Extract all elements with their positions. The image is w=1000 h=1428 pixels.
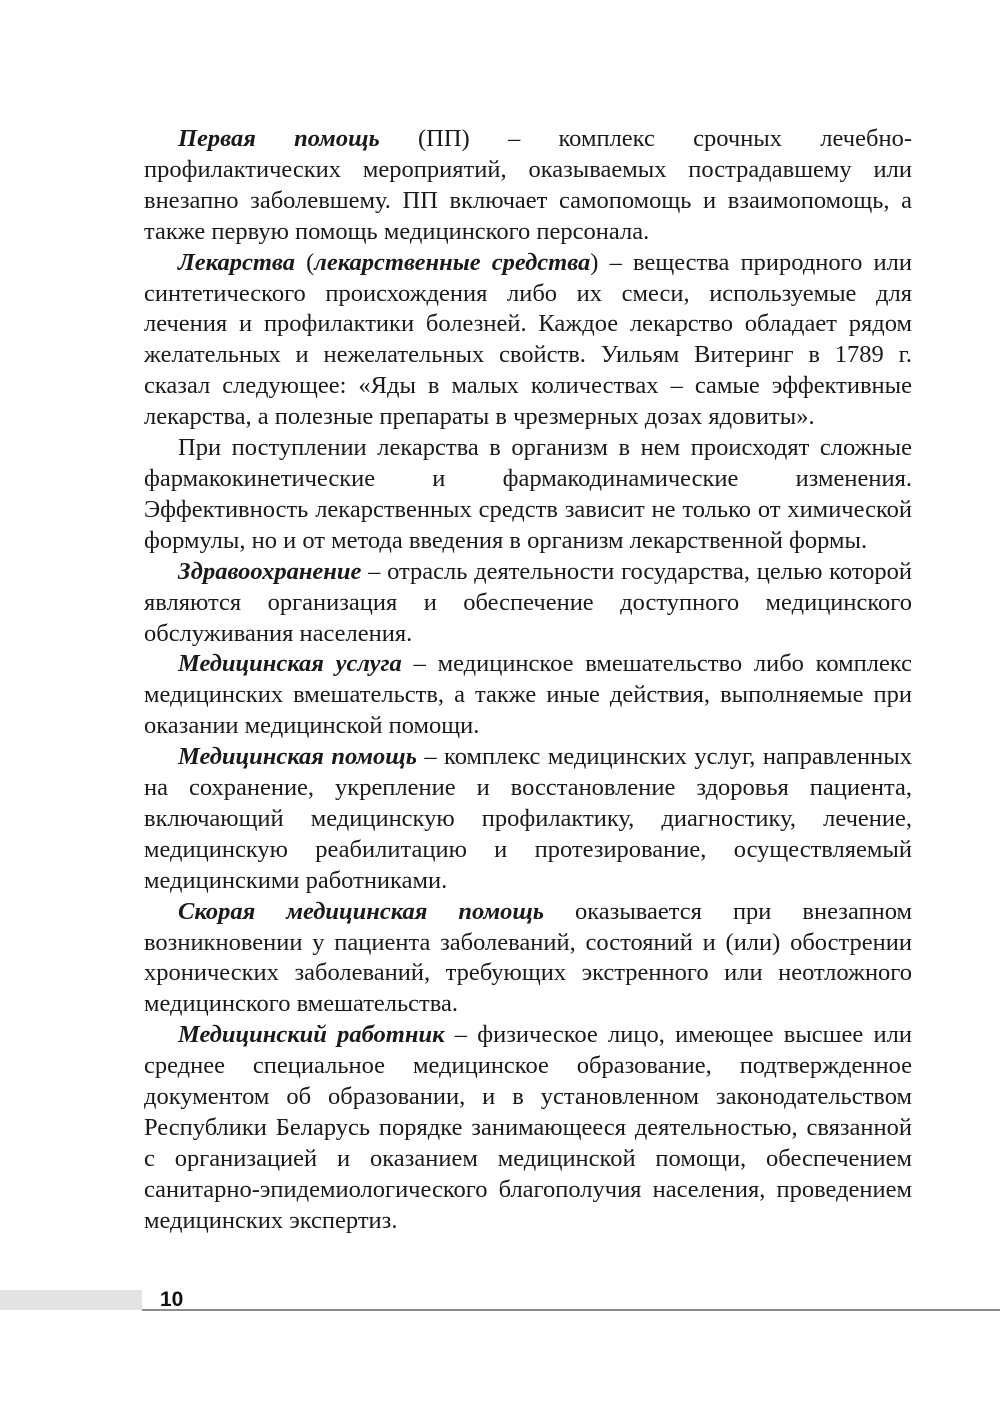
- paragraph-first-aid: [144, 124, 912, 248]
- footer-rule: [142, 1309, 1000, 1311]
- term-emergency-care: Скорая медицинская помощь: [178, 897, 545, 925]
- page-footer: [0, 1290, 1000, 1314]
- definition-medical-service: – медицинское вмешательство либо комплекс медицинских вмешательств, а также иные действия, выполняемые при оказании медицинской помощи.: [144, 650, 912, 740]
- page-number: 10: [160, 1288, 184, 1311]
- definition-medicines: ) – вещества природного или синтетического происхождения либо их смеси, используемые для лечения и профилактики болезней. Каждое лекарство обладает рядом желательных и нежелательных свойств. Уильям Витеринг в 1789 г. сказал следующее: «Яды в малых количествах – самые эффективные лекарства, а полезные препараты в чрезмерных дозах ядовиты».: [144, 248, 912, 431]
- term-healthcare: Здравоохранение: [178, 557, 362, 585]
- term-medicinal-products: лекарственные средства: [314, 248, 591, 276]
- term-medicines: Лекарства: [178, 248, 295, 276]
- page-body: [144, 124, 912, 1237]
- definition-healthcare: – отрасль деятельности государства, целью которой являются организация и обеспечение доступного медицинского обслуживания населения.: [144, 557, 912, 647]
- definition-first-aid: (ПП) – комплекс срочных лечебно-профилактических мероприятий, оказываемых пострадавшему или внезапно заболевшему. ПП включает самопомощь и взаимопомощь, а также первую помощь медицинского персонала.: [144, 125, 912, 245]
- definition-emergency-care: оказывается при внезапном возникновении у пациента заболеваний, состояний и (или) обострении хронических заболеваний, требующих экстренного или неотложного медицинского вмешательства.: [144, 897, 912, 1018]
- medicines-open-paren: (: [294, 248, 315, 276]
- paragraph-medical-worker: [144, 1020, 912, 1236]
- term-medical-worker: Медицинский работник: [178, 1021, 445, 1049]
- term-first-aid: Первая помощь: [178, 125, 380, 152]
- paragraph-medicines: [144, 248, 912, 433]
- paragraph-medical-service: [144, 649, 912, 742]
- term-medical-service: Медицинская услуга: [178, 650, 402, 678]
- paragraph-pharmacokinetics: [144, 433, 912, 557]
- definition-medical-worker: – физическое лицо, имеющее высшее или среднее специальное медицинское образование, подтвержденное документом об образовании, и в установленном законодательством Республики Беларусь порядке занимающееся деятельностью, связанной с организацией и оказанием медицинской помощи, обеспечением санитарно-эпидемиологического благополучия населения, проведением медицинских экспертиз.: [144, 1021, 912, 1234]
- footer-shade-bar: [0, 1290, 142, 1310]
- term-medical-care: Медицинская помощь: [178, 743, 417, 771]
- paragraph-emergency-care: [144, 897, 912, 1021]
- paragraph-healthcare: [144, 557, 912, 650]
- pharmacokinetics-text: При поступлении лекарства в организм в нем происходят сложные фармакокинетические и фармакодинамические изменения. Эффективность лекарственных средств зависит не только от химической формулы, но и от метода введения в организм лекарственной формы.: [144, 434, 912, 554]
- definition-medical-care: – комплекс медицинских услуг, направленных на сохранение, укрепление и восстановление здоровья пациента, включающий медицинскую профилактику, диагностику, лечение, медицинскую реабилитацию и протезирование, осуществляемый медицинскими работниками.: [144, 743, 912, 894]
- paragraph-medical-care: [144, 742, 912, 897]
